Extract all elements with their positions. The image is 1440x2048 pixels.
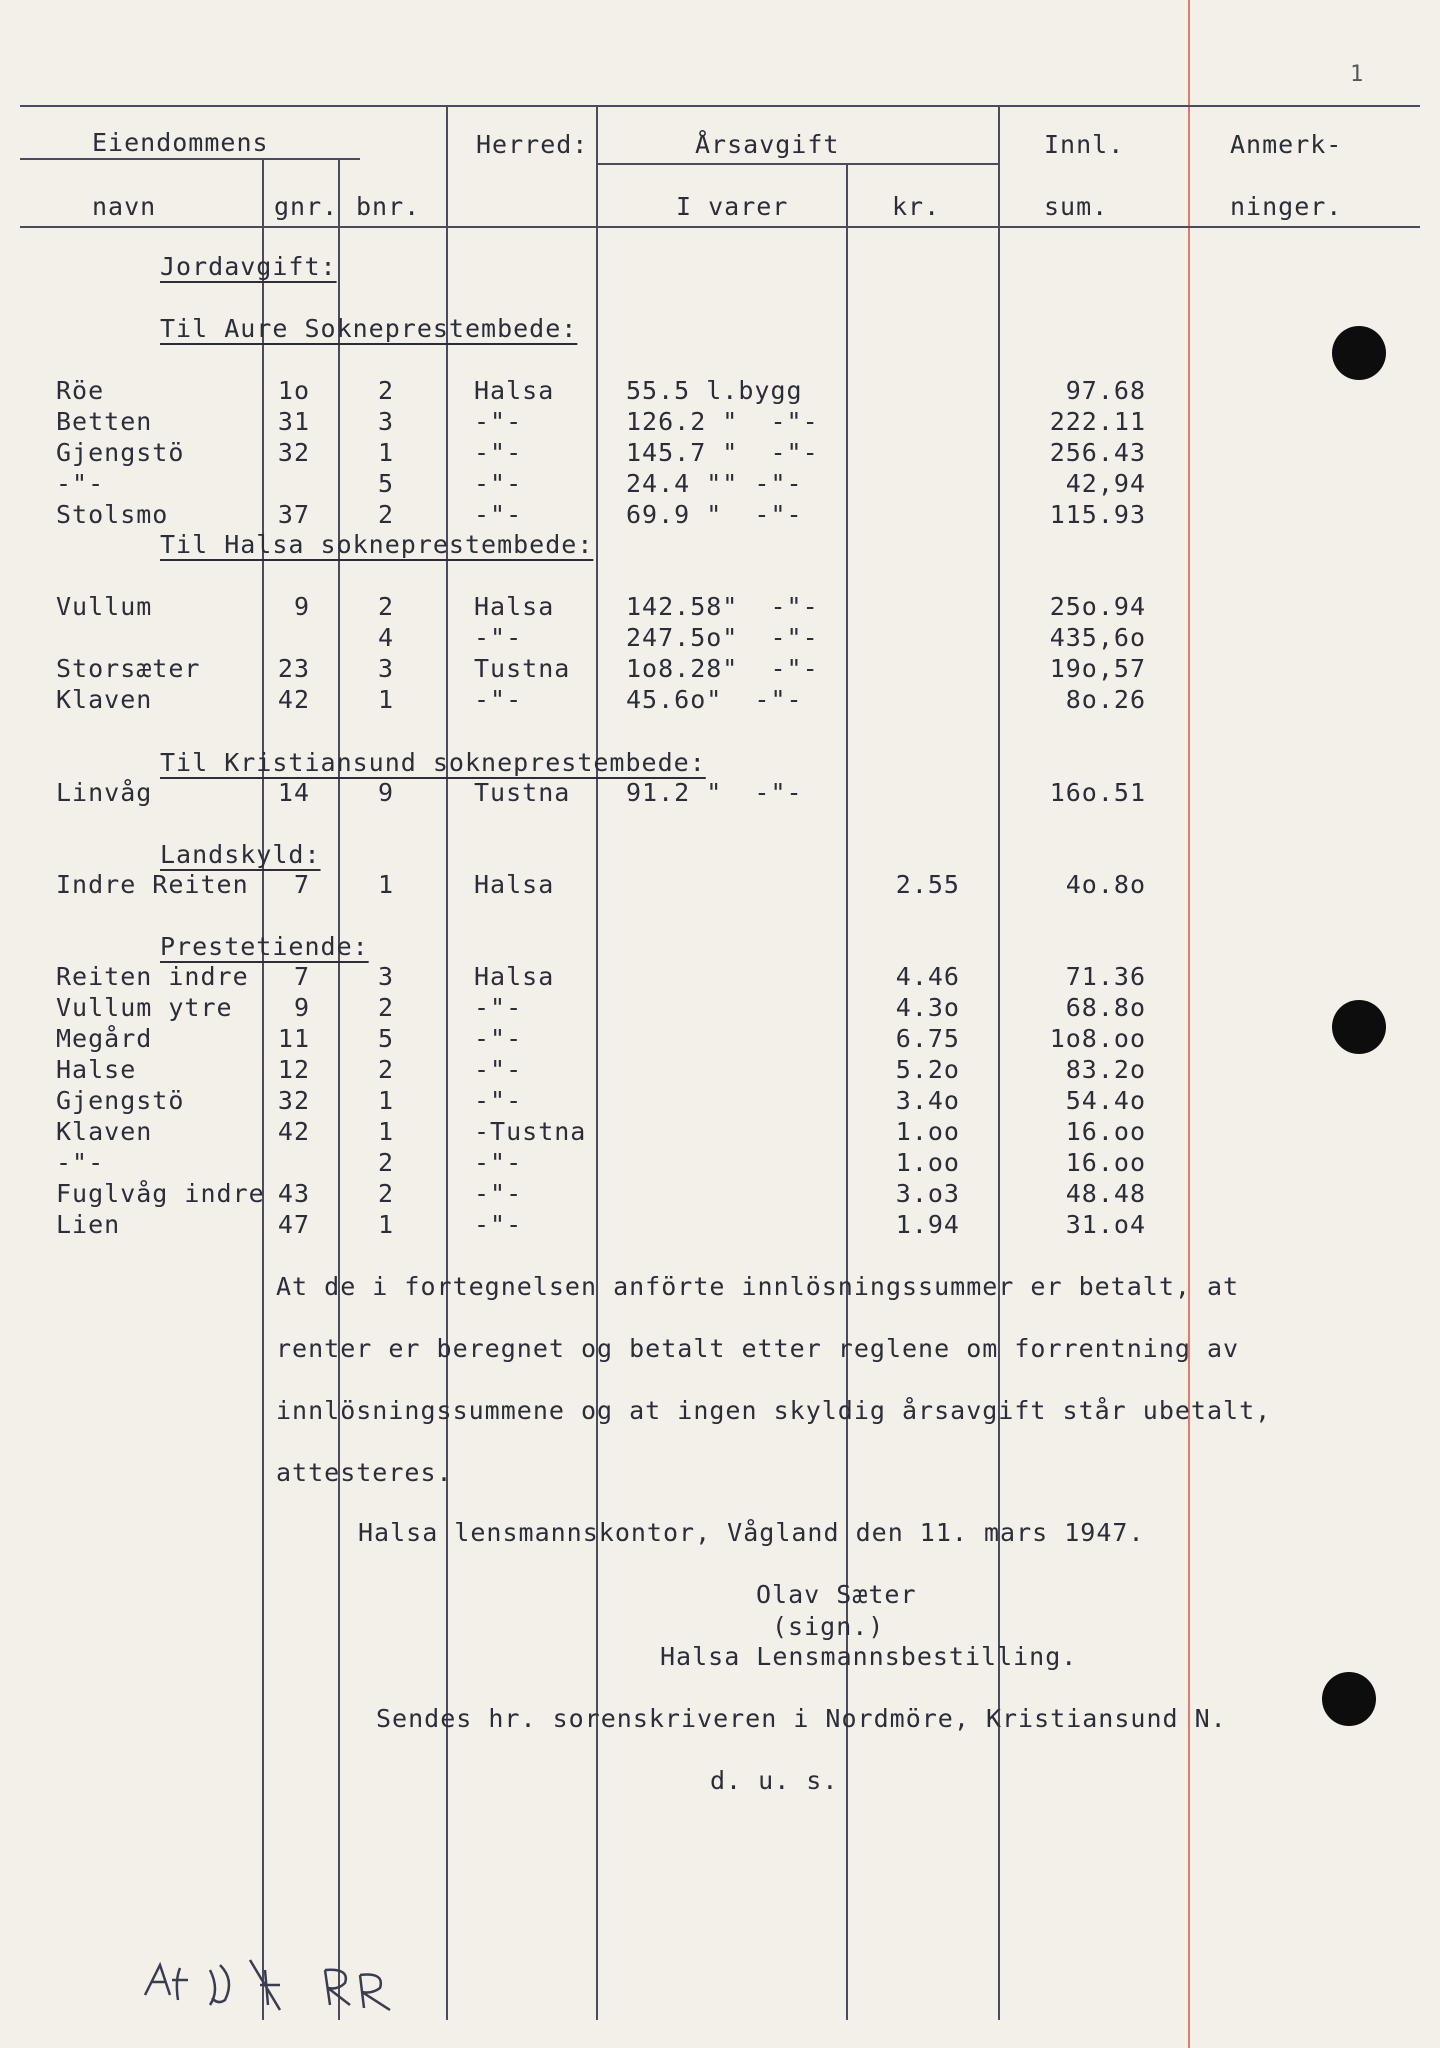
row-sum: 97.68 [1065,376,1146,405]
margin-line [1188,0,1190,2048]
row-gnr: 7 [293,870,310,899]
row-kr: 2.55 [895,870,960,899]
row-herred: -"- [474,1086,523,1115]
row-sum: 4o.8o [1065,870,1146,899]
row-navn: Vullum [56,592,153,621]
row-herred: -"- [474,500,523,529]
row-sum: 435,6o [1049,623,1146,652]
row-gnr: 43 [277,1179,310,1208]
row-kr: 1.oo [895,1117,960,1146]
row-kr: 1.oo [895,1148,960,1177]
row-gnr: 1o [277,376,310,405]
row-varer: 142.58" -"- [626,592,819,621]
row-bnr: 2 [377,1055,394,1084]
row-gnr: 42 [277,685,310,714]
row-bnr: 1 [377,685,394,714]
row-varer: 145.7 " -"- [626,438,819,467]
sendes-line: Sendes hr. sorenskriveren i Nordmöre, Kristiansund N. [376,1704,1227,1733]
row-sum: 8o.26 [1065,685,1146,714]
row-herred: Halsa [474,962,555,991]
row-varer: 55.5 l.bygg [626,376,803,405]
row-navn: Megård [56,1024,153,1053]
handwritten-note-signature [140,1950,420,2020]
row-kr: 4.46 [895,962,960,991]
attest-line-4: attesteres. [276,1458,453,1487]
row-navn: Storsæter [56,654,201,683]
row-sum: 31.o4 [1065,1210,1146,1239]
row-gnr: 11 [277,1024,310,1053]
row-navn: Vullum ytre [56,993,233,1022]
row-bnr: 2 [377,376,394,405]
row-herred: Halsa [474,870,555,899]
row-navn: Halse [56,1055,137,1084]
row-sum: 48.48 [1065,1179,1146,1208]
header-herred: Herred: [476,130,589,159]
row-kr: 4.3o [895,993,960,1022]
section-halsa: Til Halsa sokneprestembede: [160,530,594,559]
row-sum: 256.43 [1049,438,1146,467]
section-prestetiende: Prestetiende: [160,932,369,961]
row-herred: Tustna [474,654,571,683]
dus-line: d. u. s. [710,1766,839,1795]
row-sum: 115.93 [1049,500,1146,529]
header-gnr: gnr. [274,192,339,221]
row-kr: 6.75 [895,1024,960,1053]
row-bnr: 5 [377,469,394,498]
header-innl: Innl. [1044,130,1125,159]
row-varer: 247.5o" -"- [626,623,819,652]
row-sum: 68.8o [1065,993,1146,1022]
row-herred: -"- [474,1055,523,1084]
punch-hole-bottom [1322,1672,1376,1726]
row-navn: Linvåg [56,778,153,807]
row-herred: -"- [474,438,523,467]
row-bnr: 2 [377,993,394,1022]
header-ninger: ninger. [1230,192,1343,221]
row-herred: -"- [474,623,523,652]
row-kr: 3.o3 [895,1179,960,1208]
row-herred: Tustna [474,778,571,807]
attest-line-2: renter er beregnet og betalt etter reglene om forrentning av [276,1334,1240,1363]
header-navn: navn [92,192,157,221]
header-arsavgift: Årsavgift [695,130,840,159]
row-sum: 222.11 [1049,407,1146,436]
row-gnr: 7 [293,962,310,991]
row-gnr: 47 [277,1210,310,1239]
row-bnr: 5 [377,1024,394,1053]
row-kr: 1.94 [895,1210,960,1239]
row-navn: Klaven [56,685,153,714]
row-gnr: 12 [277,1055,310,1084]
row-bnr: 2 [377,500,394,529]
row-bnr: 3 [377,407,394,436]
row-herred: -"- [474,685,523,714]
row-herred: -"- [474,1148,523,1177]
row-varer: 69.9 " -"- [626,500,803,529]
section-landskyld: Landskyld: [160,840,321,869]
row-navn: Indre Reiten [56,870,249,899]
row-navn: Reiten indre [56,962,249,991]
row-bnr: 4 [377,623,394,652]
row-varer: 45.6o" -"- [626,685,803,714]
row-herred: -"- [474,993,523,1022]
signer-office: Halsa Lensmannsbestilling. [660,1642,1078,1671]
header-sum: sum. [1044,192,1109,221]
row-navn: Fuglvåg indre [56,1179,265,1208]
row-sum: 25o.94 [1049,592,1146,621]
header-kr: kr. [892,192,941,221]
punch-hole-middle [1332,1000,1386,1054]
row-herred: Halsa [474,592,555,621]
row-bnr: 3 [377,654,394,683]
row-bnr: 1 [377,1086,394,1115]
row-gnr: 31 [277,407,310,436]
row-navn: Gjengstö [56,1086,185,1115]
row-navn: Gjengstö [56,438,185,467]
header-bottom-rule [20,226,1420,228]
header-anmerk: Anmerk- [1230,130,1343,159]
row-herred: -Tustna [474,1117,587,1146]
row-bnr: 2 [377,592,394,621]
row-varer: 126.2 " -"- [626,407,819,436]
header-mid-rule-right [598,163,998,165]
row-bnr: 1 [377,1210,394,1239]
row-gnr: 32 [277,438,310,467]
attest-line-1: At de i fortegnelsen anförte innlösningssummer er betalt, at [276,1272,1240,1301]
row-navn: Klaven [56,1117,153,1146]
row-varer: 24.4 "" -"- [626,469,803,498]
header-mid-rule-left [20,158,360,160]
row-gnr: 9 [293,592,310,621]
header-bnr: bnr. [356,192,421,221]
row-bnr: 3 [377,962,394,991]
punch-hole-top [1332,326,1386,380]
row-gnr: 32 [277,1086,310,1115]
row-sum: 71.36 [1065,962,1146,991]
row-navn: Betten [56,407,153,436]
row-sum: 16.oo [1065,1148,1146,1177]
row-sum: 1o8.oo [1049,1024,1146,1053]
attest-place-date: Halsa lensmannskontor, Vågland den 11. mars 1947. [358,1518,1145,1547]
signer-sign: (sign.) [772,1612,885,1641]
row-kr: 3.4o [895,1086,960,1115]
row-bnr: 1 [377,438,394,467]
row-gnr: 14 [277,778,310,807]
header-i-varer: I varer [676,192,789,221]
row-herred: -"- [474,469,523,498]
row-herred: -"- [474,407,523,436]
row-gnr: 37 [277,500,310,529]
row-sum: 16o.51 [1049,778,1146,807]
signer-name: Olav Sæter [756,1580,917,1609]
row-sum: 83.2o [1065,1055,1146,1084]
row-sum: 54.4o [1065,1086,1146,1115]
row-bnr: 1 [377,870,394,899]
row-navn: Lien [56,1210,121,1239]
section-kristiansund: Til Kristiansund sokneprestembede: [160,748,706,777]
row-bnr: 1 [377,1117,394,1146]
row-bnr: 9 [377,778,394,807]
row-bnr: 2 [377,1148,394,1177]
row-gnr: 42 [277,1117,310,1146]
row-herred: Halsa [474,376,555,405]
row-bnr: 2 [377,1179,394,1208]
row-gnr: 23 [277,654,310,683]
header-eiendommens: Eiendommens [92,128,269,157]
row-herred: -"- [474,1179,523,1208]
row-navn: -"- [56,469,105,498]
row-herred: -"- [474,1210,523,1239]
row-sum: 19o,57 [1049,654,1146,683]
row-navn: Stolsmo [56,500,169,529]
row-kr: 5.2o [895,1055,960,1084]
row-sum: 16.oo [1065,1117,1146,1146]
row-gnr: 9 [293,993,310,1022]
attest-line-3: innlösningssummene og at ingen skyldig årsavgift står ubetalt, [276,1396,1272,1425]
header-top-rule [20,105,1420,107]
section-aure: Til Aure Sokneprestembede: [160,314,578,343]
corner-mark: 1 [1350,62,1365,87]
row-sum: 42,94 [1065,469,1146,498]
row-herred: -"- [474,1024,523,1053]
row-varer: 91.2 " -"- [626,778,803,807]
row-varer: 1o8.28" -"- [626,654,819,683]
section-jordavgift: Jordavgift: [160,252,337,281]
row-navn: -"- [56,1148,105,1177]
row-navn: Röe [56,376,105,405]
